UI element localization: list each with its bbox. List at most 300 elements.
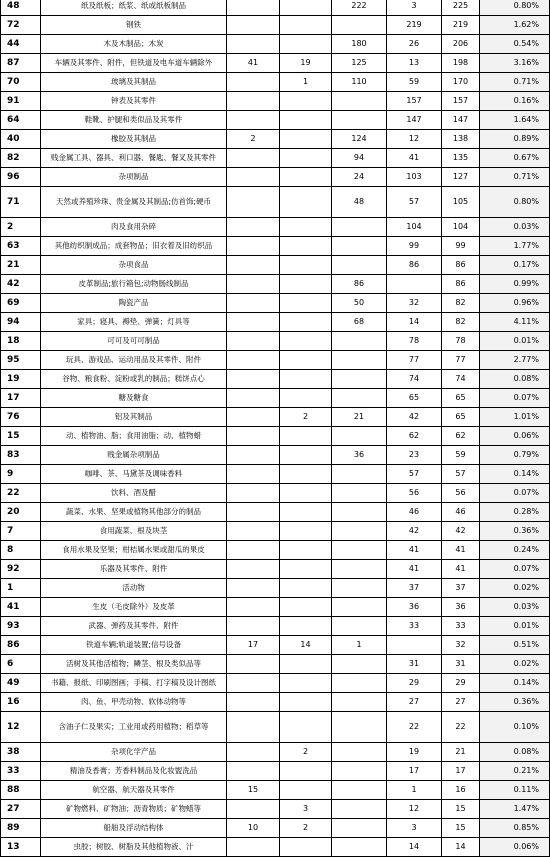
value-col-b-cell (280, 275, 332, 294)
value-col-a-cell (227, 256, 280, 275)
share-pct-cell: 3.16% (480, 54, 550, 73)
total-cell: 170 (442, 73, 480, 92)
table-row (1, 54, 550, 73)
table-row (1, 218, 550, 237)
value-col-d-cell: 147 (387, 111, 442, 130)
hs-code-cell: 89 (1, 819, 41, 838)
product-name-cell: 精油及香膏；芳香料制品及化妆盥洗品 (41, 762, 227, 781)
value-col-c-cell (332, 598, 387, 617)
value-col-c-cell (332, 819, 387, 838)
value-col-d-cell: 19 (387, 743, 442, 762)
hs-code-cell: 71 (1, 187, 41, 218)
value-col-c-cell (332, 218, 387, 237)
value-col-b-cell: 14 (280, 636, 332, 655)
value-col-c-cell: 125 (332, 54, 387, 73)
value-col-d-cell: 17 (387, 762, 442, 781)
value-col-c-cell (332, 465, 387, 484)
value-col-b-cell (280, 838, 332, 857)
value-col-a-cell (227, 218, 280, 237)
value-col-a-cell (227, 579, 280, 598)
product-name-cell: 玩具、游戏品、运动用品及其零件、附件 (41, 351, 227, 370)
table-row (1, 503, 550, 522)
product-name-cell: 糖及糖食 (41, 389, 227, 408)
share-pct-cell: 0.14% (480, 674, 550, 693)
table-row (1, 427, 550, 446)
share-pct-cell: 0.36% (480, 693, 550, 712)
total-cell: 14 (442, 838, 480, 857)
value-col-b-cell (280, 389, 332, 408)
hs-code-cell: 83 (1, 446, 41, 465)
hs-code-cell: 91 (1, 92, 41, 111)
table-row (1, 598, 550, 617)
value-col-b-cell (280, 762, 332, 781)
table-row (1, 446, 550, 465)
value-col-c-cell: 110 (332, 73, 387, 92)
table-row (1, 73, 550, 92)
value-col-d-cell: 42 (387, 522, 442, 541)
value-col-a-cell (227, 187, 280, 218)
table-row (1, 408, 550, 427)
value-col-b-cell (280, 674, 332, 693)
table-row (1, 781, 550, 800)
value-col-a-cell (227, 655, 280, 674)
value-col-d-cell: 26 (387, 35, 442, 54)
share-pct-cell: 1.62% (480, 16, 550, 35)
hs-code-cell: 17 (1, 389, 41, 408)
table-row (1, 130, 550, 149)
value-col-b-cell (280, 16, 332, 35)
product-name-cell: 咖啡、茶、马黛茶及调味香料 (41, 465, 227, 484)
value-col-c-cell (332, 427, 387, 446)
share-pct-cell: 0.11% (480, 781, 550, 800)
value-col-b-cell (280, 781, 332, 800)
value-col-c-cell (332, 800, 387, 819)
value-col-a-cell (227, 351, 280, 370)
product-name-cell: 生皮（毛皮除外）及皮革 (41, 598, 227, 617)
table-row (1, 237, 550, 256)
share-pct-cell: 0.02% (480, 655, 550, 674)
table-row (1, 712, 550, 743)
value-col-d-cell: 14 (387, 313, 442, 332)
value-col-c-cell: 222 (332, 0, 387, 16)
value-col-c-cell (332, 655, 387, 674)
hs-code-cell: 15 (1, 427, 41, 446)
value-col-b-cell (280, 693, 332, 712)
total-cell: 105 (442, 187, 480, 218)
value-col-b-cell (280, 294, 332, 313)
table-row (1, 465, 550, 484)
share-pct-cell: 0.99% (480, 275, 550, 294)
value-col-b-cell (280, 168, 332, 187)
table-row (1, 579, 550, 598)
share-pct-cell: 0.28% (480, 503, 550, 522)
value-col-a-cell (227, 92, 280, 111)
total-cell: 206 (442, 35, 480, 54)
value-col-b-cell (280, 541, 332, 560)
hs-code-cell: 44 (1, 35, 41, 54)
value-col-b-cell (280, 92, 332, 111)
value-col-c-cell: 50 (332, 294, 387, 313)
value-col-c-cell: 36 (332, 446, 387, 465)
value-col-a-cell (227, 389, 280, 408)
share-pct-cell: 0.03% (480, 218, 550, 237)
value-col-d-cell: 41 (387, 560, 442, 579)
value-col-a-cell (227, 275, 280, 294)
table-row (1, 351, 550, 370)
hs-code-cell: 95 (1, 351, 41, 370)
value-col-b-cell (280, 351, 332, 370)
hs-code-cell: 82 (1, 149, 41, 168)
total-cell: 138 (442, 130, 480, 149)
share-pct-cell: 0.54% (480, 35, 550, 54)
value-col-a-cell: 2 (227, 130, 280, 149)
hs-code-cell: 1 (1, 579, 41, 598)
hs-code-cell: 41 (1, 598, 41, 617)
value-col-b-cell: 2 (280, 408, 332, 427)
product-name-cell: 可可及可可制品 (41, 332, 227, 351)
hs-code-cell: 2 (1, 218, 41, 237)
value-col-a-cell: 15 (227, 781, 280, 800)
value-col-a-cell (227, 838, 280, 857)
share-pct-cell: 4.11% (480, 313, 550, 332)
total-cell: 33 (442, 617, 480, 636)
total-cell: 74 (442, 370, 480, 389)
product-name-cell: 天然或养殖珍珠、贵金属及其制品;仿首饰;硬币 (41, 187, 227, 218)
value-col-d-cell: 37 (387, 579, 442, 598)
value-col-d-cell: 57 (387, 465, 442, 484)
product-name-cell: 武器、弹药及其零件、附件 (41, 617, 227, 636)
hs-code-cell: 76 (1, 408, 41, 427)
total-cell: 29 (442, 674, 480, 693)
share-pct-cell: 0.85% (480, 819, 550, 838)
value-col-a-cell (227, 674, 280, 693)
hs-code-cell: 96 (1, 168, 41, 187)
share-pct-cell: 0.36% (480, 522, 550, 541)
hs-code-cell: 18 (1, 332, 41, 351)
table-row (1, 541, 550, 560)
value-col-b-cell (280, 149, 332, 168)
share-pct-cell: 0.06% (480, 427, 550, 446)
value-col-b-cell (280, 332, 332, 351)
share-pct-cell: 2.77% (480, 351, 550, 370)
product-name-cell: 其他纺织制成品；成套物品；旧衣着及旧纺织品 (41, 237, 227, 256)
value-col-b-cell (280, 256, 332, 275)
value-col-b-cell (280, 712, 332, 743)
total-cell: 36 (442, 598, 480, 617)
share-pct-cell: 0.21% (480, 762, 550, 781)
table-row (1, 0, 550, 16)
value-col-a-cell (227, 408, 280, 427)
product-name-cell: 动、植物油、脂；食用油脂；动、植物蜡 (41, 427, 227, 446)
share-pct-cell: 0.89% (480, 130, 550, 149)
table-body (1, 0, 550, 857)
value-col-a-cell: 10 (227, 819, 280, 838)
value-col-d-cell: 42 (387, 408, 442, 427)
total-cell: 42 (442, 522, 480, 541)
product-name-cell: 活动物 (41, 579, 227, 598)
product-name-cell: 饮料、酒及醋 (41, 484, 227, 503)
value-col-c-cell: 86 (332, 275, 387, 294)
value-col-b-cell (280, 313, 332, 332)
product-name-cell: 玻璃及其制品 (41, 73, 227, 92)
value-col-d-cell: 86 (387, 256, 442, 275)
product-name-cell: 乐器及其零件、附件 (41, 560, 227, 579)
product-name-cell: 车辆及其零件、附件，但铁道及电车道车辆除外 (41, 54, 227, 73)
value-col-a-cell (227, 560, 280, 579)
table-row (1, 111, 550, 130)
value-col-c-cell: 24 (332, 168, 387, 187)
share-pct-cell: 0.02% (480, 579, 550, 598)
hs-code-cell: 8 (1, 541, 41, 560)
hs-code-cell: 21 (1, 256, 41, 275)
value-col-d-cell: 104 (387, 218, 442, 237)
table-row (1, 168, 550, 187)
table-row (1, 800, 550, 819)
value-col-d-cell: 3 (387, 819, 442, 838)
value-col-d-cell: 36 (387, 598, 442, 617)
product-name-cell: 钟表及其零件 (41, 92, 227, 111)
total-cell: 104 (442, 218, 480, 237)
value-col-b-cell (280, 35, 332, 54)
product-name-cell: 杂项制品 (41, 168, 227, 187)
value-col-a-cell (227, 294, 280, 313)
total-cell: 41 (442, 541, 480, 560)
value-col-c-cell (332, 237, 387, 256)
value-col-c-cell (332, 92, 387, 111)
value-col-c-cell: 180 (332, 35, 387, 54)
value-col-a-cell (227, 465, 280, 484)
value-col-d-cell: 46 (387, 503, 442, 522)
value-col-b-cell (280, 522, 332, 541)
product-name-cell: 贱金属工具、器具、利口器、餐匙、餐叉及其零件 (41, 149, 227, 168)
value-col-c-cell (332, 838, 387, 857)
product-name-cell: 书籍、报纸、印刷图画；手稿、打字稿及设计图纸 (41, 674, 227, 693)
total-cell: 135 (442, 149, 480, 168)
share-pct-cell: 0.14% (480, 465, 550, 484)
hs-code-cell: 48 (1, 0, 41, 16)
product-name-cell: 贱金属杂项制品 (41, 446, 227, 465)
value-col-c-cell: 124 (332, 130, 387, 149)
value-col-a-cell (227, 522, 280, 541)
value-col-b-cell (280, 0, 332, 16)
value-col-b-cell (280, 484, 332, 503)
total-cell: 22 (442, 712, 480, 743)
value-col-d-cell: 56 (387, 484, 442, 503)
value-col-c-cell (332, 522, 387, 541)
value-col-d-cell: 14 (387, 838, 442, 857)
value-col-d-cell: 12 (387, 130, 442, 149)
value-col-b-cell: 19 (280, 54, 332, 73)
table-row (1, 522, 550, 541)
product-name-cell: 虫胶；树胶、树脂及其他植物液、汁 (41, 838, 227, 857)
hs-code-cell: 7 (1, 522, 41, 541)
value-col-b-cell: 1 (280, 73, 332, 92)
hs-code-cell: 19 (1, 370, 41, 389)
value-col-d-cell: 13 (387, 54, 442, 73)
total-cell: 65 (442, 389, 480, 408)
value-col-c-cell (332, 503, 387, 522)
product-name-cell: 钢铁 (41, 16, 227, 35)
table-row (1, 370, 550, 389)
value-col-d-cell (387, 636, 442, 655)
value-col-a-cell (227, 16, 280, 35)
value-col-d-cell: 31 (387, 655, 442, 674)
hs-code-cell: 13 (1, 838, 41, 857)
value-col-d-cell: 219 (387, 16, 442, 35)
table-row (1, 617, 550, 636)
product-name-cell: 纸及纸板；纸浆、纸或纸板制品 (41, 0, 227, 16)
value-col-d-cell: 65 (387, 389, 442, 408)
value-col-a-cell (227, 427, 280, 446)
total-cell: 198 (442, 54, 480, 73)
product-name-cell: 肉及食用杂碎 (41, 218, 227, 237)
product-name-cell: 杂项食品 (41, 256, 227, 275)
product-name-cell: 家具；寝具、褥垫、弹簧；灯具等 (41, 313, 227, 332)
value-col-d-cell: 32 (387, 294, 442, 313)
table-row (1, 256, 550, 275)
product-name-cell: 矿物燃料、矿物油；沥青物质；矿物蜡等 (41, 800, 227, 819)
value-col-b-cell (280, 655, 332, 674)
share-pct-cell: 0.07% (480, 560, 550, 579)
hs-code-cell: 38 (1, 743, 41, 762)
share-pct-cell: 0.08% (480, 370, 550, 389)
table-row (1, 149, 550, 168)
value-col-d-cell: 12 (387, 800, 442, 819)
value-col-b-cell (280, 446, 332, 465)
value-col-a-cell (227, 0, 280, 16)
total-cell: 15 (442, 800, 480, 819)
hs-code-cell: 88 (1, 781, 41, 800)
value-col-b-cell: 3 (280, 800, 332, 819)
table-row (1, 560, 550, 579)
share-pct-cell: 0.16% (480, 92, 550, 111)
value-col-b-cell (280, 130, 332, 149)
value-col-a-cell (227, 446, 280, 465)
value-col-c-cell: 68 (332, 313, 387, 332)
value-col-d-cell: 23 (387, 446, 442, 465)
share-pct-cell: 0.01% (480, 332, 550, 351)
hs-code-cell: 22 (1, 484, 41, 503)
value-col-c-cell: 94 (332, 149, 387, 168)
product-name-cell: 蔬菜、水果、坚果或植物其他部分的制品 (41, 503, 227, 522)
value-col-a-cell (227, 111, 280, 130)
total-cell: 219 (442, 16, 480, 35)
product-name-cell: 肉、鱼、甲壳动物、软体动物等 (41, 693, 227, 712)
hs-code-cell: 64 (1, 111, 41, 130)
hs-code-cell: 49 (1, 674, 41, 693)
share-pct-cell: 0.79% (480, 446, 550, 465)
table-row (1, 389, 550, 408)
value-col-a-cell (227, 617, 280, 636)
value-col-c-cell (332, 484, 387, 503)
value-col-a-cell (227, 237, 280, 256)
value-col-c-cell (332, 743, 387, 762)
value-col-b-cell (280, 579, 332, 598)
total-cell: 21 (442, 743, 480, 762)
table-row (1, 655, 550, 674)
total-cell: 225 (442, 0, 480, 16)
value-col-c-cell: 21 (332, 408, 387, 427)
total-cell: 31 (442, 655, 480, 674)
value-col-d-cell: 74 (387, 370, 442, 389)
product-name-cell: 橡胶及其制品 (41, 130, 227, 149)
table-row (1, 275, 550, 294)
value-col-d-cell: 41 (387, 541, 442, 560)
share-pct-cell: 0.71% (480, 168, 550, 187)
value-col-d-cell: 78 (387, 332, 442, 351)
total-cell: 127 (442, 168, 480, 187)
hs-code-cell: 27 (1, 800, 41, 819)
value-col-d-cell: 33 (387, 617, 442, 636)
hs-code-cell: 40 (1, 130, 41, 149)
value-col-d-cell: 103 (387, 168, 442, 187)
hs-code-cell: 16 (1, 693, 41, 712)
share-pct-cell: 0.51% (480, 636, 550, 655)
value-col-b-cell (280, 503, 332, 522)
table-row (1, 674, 550, 693)
value-col-a-cell (227, 73, 280, 92)
value-col-c-cell (332, 560, 387, 579)
total-cell: 86 (442, 256, 480, 275)
value-col-c-cell: 1 (332, 636, 387, 655)
value-col-a-cell: 41 (227, 54, 280, 73)
share-pct-cell: 0.07% (480, 484, 550, 503)
share-pct-cell: 1.77% (480, 237, 550, 256)
hs-code-cell: 72 (1, 16, 41, 35)
value-col-a-cell (227, 598, 280, 617)
hs-code-cell: 20 (1, 503, 41, 522)
table-row (1, 484, 550, 503)
value-col-a-cell (227, 332, 280, 351)
value-col-d-cell: 41 (387, 149, 442, 168)
product-name-cell: 船舶及浮动结构体 (41, 819, 227, 838)
value-col-c-cell (332, 16, 387, 35)
product-name-cell: 杂项化学产品 (41, 743, 227, 762)
value-col-c-cell (332, 541, 387, 560)
value-col-a-cell (227, 762, 280, 781)
hs-code-cell: 92 (1, 560, 41, 579)
value-col-c-cell: 48 (332, 187, 387, 218)
table-row (1, 743, 550, 762)
product-name-cell: 木及木制品；木炭 (41, 35, 227, 54)
share-pct-cell: 0.17% (480, 256, 550, 275)
value-col-d-cell: 29 (387, 674, 442, 693)
table-row (1, 16, 550, 35)
value-col-d-cell: 157 (387, 92, 442, 111)
value-col-b-cell (280, 237, 332, 256)
value-col-c-cell (332, 579, 387, 598)
share-pct-cell: 0.80% (480, 0, 550, 16)
value-col-d-cell: 1 (387, 781, 442, 800)
value-col-a-cell (227, 35, 280, 54)
total-cell: 17 (442, 762, 480, 781)
value-col-d-cell: 3 (387, 0, 442, 16)
total-cell: 77 (442, 351, 480, 370)
value-col-d-cell (387, 275, 442, 294)
table-row (1, 332, 550, 351)
value-col-c-cell (332, 111, 387, 130)
total-cell: 65 (442, 408, 480, 427)
table-row (1, 294, 550, 313)
value-col-b-cell (280, 187, 332, 218)
value-col-b-cell (280, 465, 332, 484)
value-col-b-cell (280, 427, 332, 446)
hs-code-cell: 9 (1, 465, 41, 484)
value-col-b-cell (280, 560, 332, 579)
table-row (1, 35, 550, 54)
value-col-b-cell (280, 370, 332, 389)
product-name-cell: 食用蔬菜、根及块茎 (41, 522, 227, 541)
